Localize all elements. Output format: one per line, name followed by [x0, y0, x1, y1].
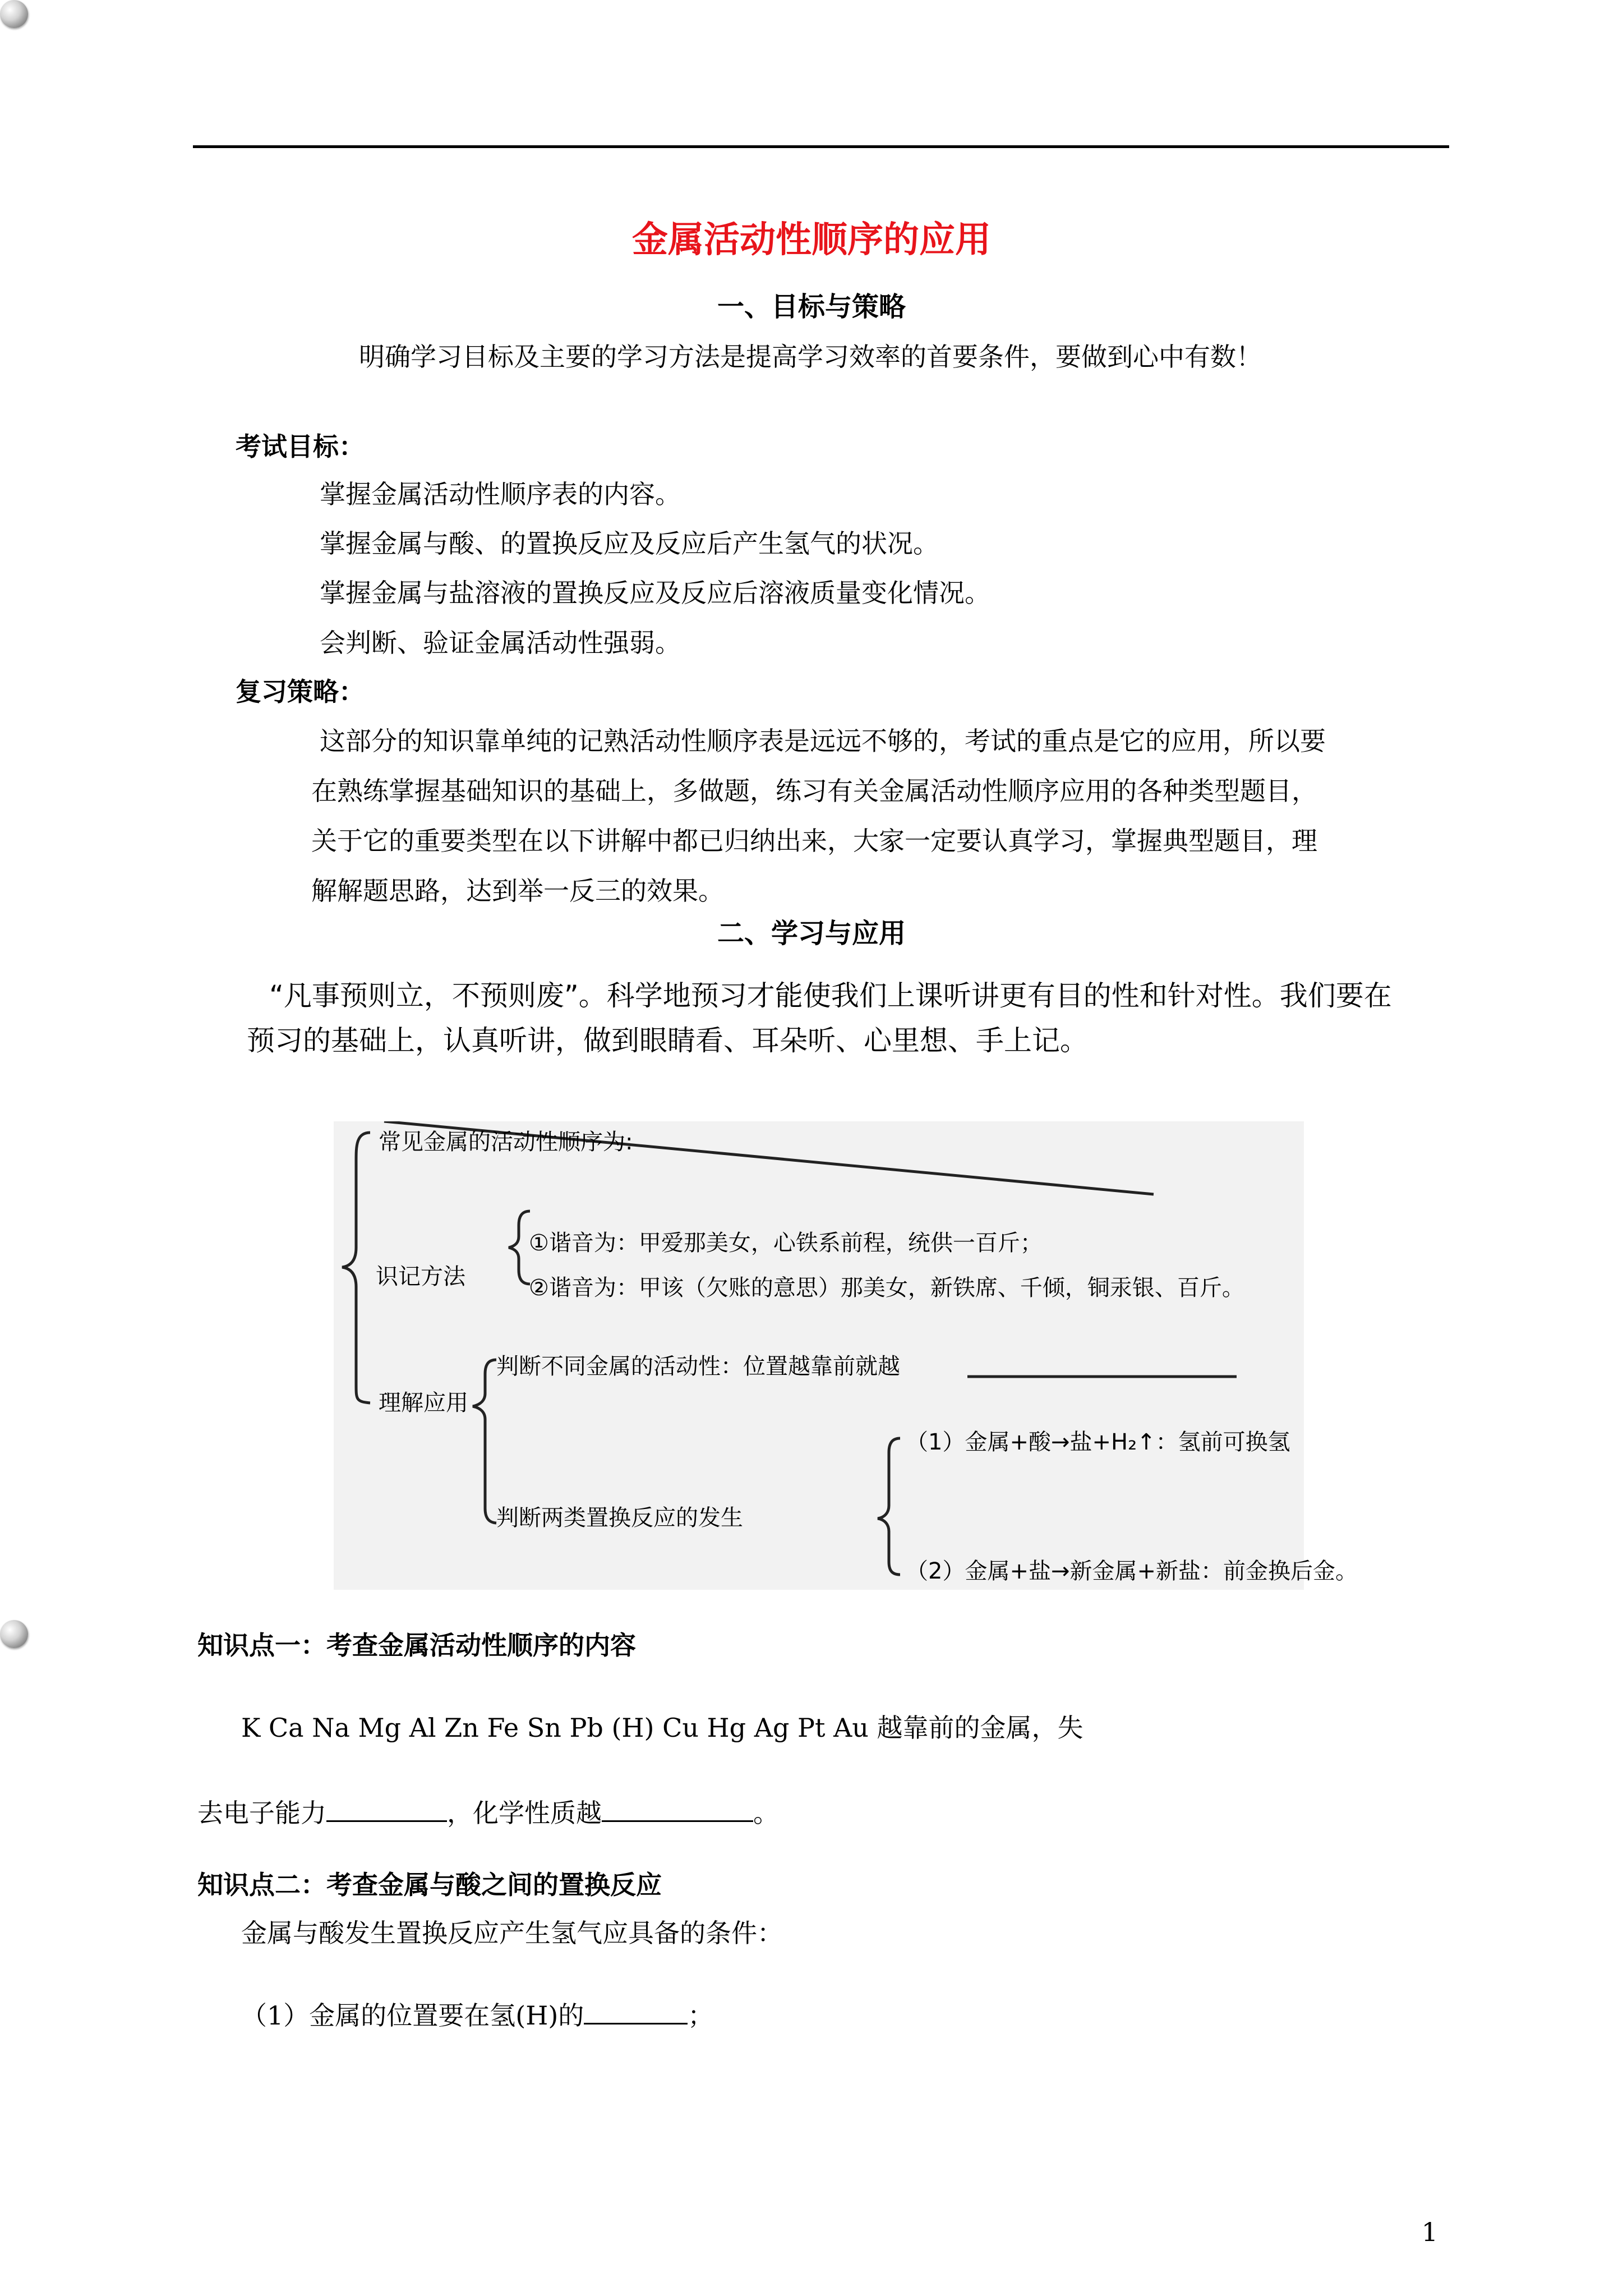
quote-line: 预习的基础上，认真听讲，做到眼睛看、耳朵听、心里想、手上记。 — [247, 1024, 1088, 1057]
condition-1-text: （1）金属的位置要在氢(H)的 — [241, 2000, 584, 2031]
judge-reaction-text: 判断两类置换反应的发生 — [496, 1505, 743, 1531]
knowledge1-line1: K Ca Na Mg Al Zn Fe Sn Pb (H) Cu Hg Ag Pt Au 越靠前的金属，失 — [241, 1713, 1083, 1743]
activity-order-diagram — [334, 1121, 1358, 1590]
answer-blank[interactable] — [602, 1793, 753, 1822]
knowledge2-condition-1 — [241, 1995, 713, 2032]
review-strategy-label: 复习策略： — [236, 677, 365, 707]
memory-method-label: 识记方法 — [376, 1264, 465, 1290]
review-strategy-line: 这部分的知识靠单纯的记熟活动性顺序表是远远不够的，考试的重点是它的应用，所以要 — [320, 726, 1326, 756]
knowledge1-line2-end: 。 — [753, 1798, 779, 1828]
knowledge1-line2-mid: ，化学性质越 — [447, 1798, 602, 1828]
exam-goal-item: 掌握金属与盐溶液的置换反应及反应后溶液质量变化情况。 — [320, 578, 990, 608]
order-label: 常见金属的活动性顺序为: — [379, 1129, 633, 1155]
reaction-1: （1）金属+酸→盐+H₂↑：氢前可换氢 — [906, 1429, 1290, 1455]
exam-goal-item: 会判断、验证金属活动性强弱。 — [320, 628, 681, 658]
quote-line: “凡事预则立，不预则废”。科学地预习才能使我们上课听讲更有目的性和针对性。我们要在 — [269, 979, 1392, 1012]
knowledge2-heading: 知识点二：考查金属与酸之间的置换反应 — [197, 1870, 662, 1900]
knowledge2-intro: 金属与酸发生置换反应产生氢气应具备的条件： — [241, 1918, 783, 1948]
page-title: 金属活动性顺序的应用 — [632, 219, 991, 261]
knowledge1-line2 — [197, 1793, 779, 1830]
review-strategy-line: 在熟练掌握基础知识的基础上，多做题，练习有关金属活动性顺序应用的各种类型题目， — [311, 776, 1317, 806]
page-number: 1 — [1421, 2217, 1438, 2247]
answer-blank[interactable] — [326, 1793, 447, 1822]
memory-item: ①谐音为：甲爱那美女，心铁系前程，统供一百斤； — [529, 1230, 1043, 1256]
exam-goal-item: 掌握金属与酸、的置换反应及反应后产生氢气的状况。 — [320, 528, 939, 559]
review-strategy-line: 关于它的重要类型在以下讲解中都已归纳出来，大家一定要认真学习，掌握典型题目，理 — [311, 826, 1317, 856]
condition-1-end: ； — [688, 2000, 714, 2031]
bullet-decoration-middle — [0, 1620, 28, 1648]
exam-goals-label: 考试目标： — [236, 431, 365, 462]
apply-label: 理解应用 — [379, 1390, 468, 1416]
memory-item: ②谐音为：甲该（欠账的意思）那美女，新铁席、千倾，铜汞银、百斤。 — [529, 1275, 1244, 1301]
judge-activity-text: 判断不同金属的活动性：位置越靠前就越 — [496, 1354, 900, 1379]
section1-intro: 明确学习目标及主要的学习方法是提高学习效率的首要条件，要做到心中有数！ — [359, 342, 1262, 372]
section2-heading: 二、学习与应用 — [717, 918, 906, 949]
answer-blank[interactable] — [584, 1996, 688, 2024]
exam-goal-item: 掌握金属活动性顺序表的内容。 — [320, 479, 681, 509]
reaction-2: （2）金属+盐→新金属+新盐：前金换后金。 — [906, 1558, 1358, 1584]
review-strategy-line: 解解题思路，达到举一反三的效果。 — [311, 876, 724, 906]
bullet-decoration-top — [0, 0, 28, 28]
knowledge1-heading: 知识点一：考查金属活动性顺序的内容 — [197, 1630, 636, 1660]
header-rule — [193, 145, 1449, 148]
knowledge1-line2-start: 去电子能力 — [197, 1798, 326, 1828]
section1-heading: 一、目标与策略 — [717, 291, 906, 323]
